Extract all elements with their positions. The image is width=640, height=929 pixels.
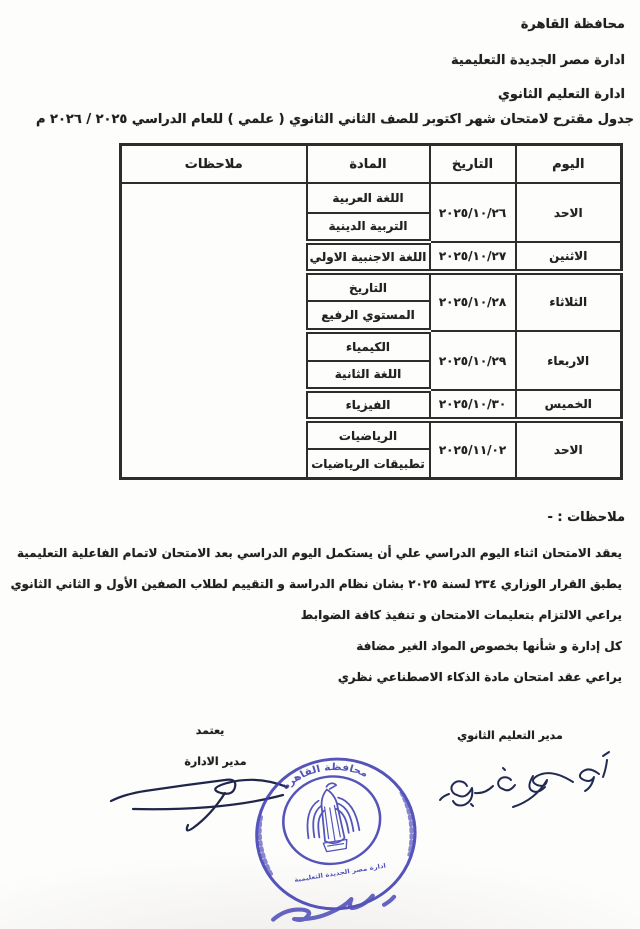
- stamp-top-text: محافظة القاهرة: [279, 761, 371, 792]
- subject-cell: اللغة العربية: [307, 183, 430, 213]
- note-item: يطبق القرار الوزاري ٢٣٤ لسنة ٢٠٢٥ بشان نظام الدراسة و التقييم لطلاب الصفين الأول و الثاني الثانوي: [10, 577, 622, 591]
- stamp-outer-ring: [246, 748, 426, 920]
- table-row: [121, 183, 622, 213]
- date-cell: ٢٠٢٥/١٠/٣٠: [430, 390, 516, 420]
- doc-title: جدول مقترح لامتحان شهر اكتوبر للصف الثاني الثانوي ( علمي ) للعام الدراسي ٢٠٢٥ / ٢٠٢٦ م: [35, 112, 634, 127]
- col-header-subject: المادة: [307, 145, 430, 184]
- col-header-date: التاريخ: [430, 145, 516, 184]
- note-item: يعقد الامتحان اثناء اليوم الدراسي علي أن يستكمل اليوم الدراسي بعد الامتحان لاتمام الفاعلية التعليمية: [16, 546, 622, 560]
- day-cell: الاحد: [516, 183, 622, 242]
- secondary-education-director-title: مدير التعليم الثانوي: [457, 729, 563, 742]
- subject-cell: الكيمياء: [307, 331, 430, 361]
- note-item: كل إدارة و شأنها بخصوص المواد الغير مضافة: [356, 639, 622, 653]
- col-header-day: اليوم: [516, 145, 622, 184]
- notes-heading: ملاحظات : -: [547, 510, 625, 525]
- exam-schedule-table: [119, 143, 623, 480]
- date-cell: ٢٠٢٥/١٠/٢٩: [430, 331, 516, 390]
- subject-cell: الرياضيات: [307, 420, 430, 450]
- day-cell: الاثنين: [516, 242, 622, 272]
- date-cell: ٢٠٢٥/١٠/٢٦: [430, 183, 516, 242]
- subject-cell: تطبيقات الرياضيات: [307, 449, 430, 479]
- note-item: يراعي الالتزام بتعليمات الامتحان و تنفيذ كافة الضوابط: [300, 608, 622, 622]
- subject-cell: اللغة الثانية: [307, 361, 430, 391]
- note-item: يراعي عقد امتحان مادة الذكاء الاصطناعي نظري: [337, 670, 622, 684]
- eagle-emblem-icon: [301, 780, 362, 854]
- day-cell: الاحد: [516, 420, 622, 479]
- date-cell: ٢٠٢٥/١١/٠٢: [430, 420, 516, 479]
- approval-label: يعتمد: [195, 724, 225, 737]
- subject-cell: المستوي الرفيع: [307, 301, 430, 331]
- table-header-row: [121, 145, 622, 184]
- administration-director-title: مدير الادارة: [184, 755, 247, 768]
- official-stamp: [225, 738, 448, 929]
- date-cell: ٢٠٢٥/١٠/٢٧: [430, 242, 516, 272]
- org-directorate: ادارة مصر الجديدة التعليمية: [450, 53, 625, 68]
- notes-empty-cell: [121, 183, 307, 479]
- date-cell: ٢٠٢٥/١٠/٢٨: [430, 272, 516, 331]
- subject-cell: الفيزياء: [307, 390, 430, 420]
- day-cell: الثلاثاء: [516, 272, 622, 331]
- col-header-notes: ملاحظات: [121, 145, 307, 184]
- org-department: ادارة التعليم الثانوي: [497, 87, 625, 102]
- notes-list: [10, 538, 622, 693]
- signature-right-ink: [415, 746, 615, 808]
- subject-cell: اللغة الاجنبية الاولي: [307, 242, 430, 272]
- org-governorate: محافظة القاهرة: [520, 17, 625, 32]
- stamp-bottom-text: ادارة مصر الجديدة التعليمية: [293, 861, 387, 884]
- day-cell: الخميس: [516, 390, 622, 420]
- day-cell: الاربعاء: [516, 331, 622, 390]
- subject-cell: التربية الدينية: [307, 213, 430, 243]
- subject-cell: التاريخ: [307, 272, 430, 302]
